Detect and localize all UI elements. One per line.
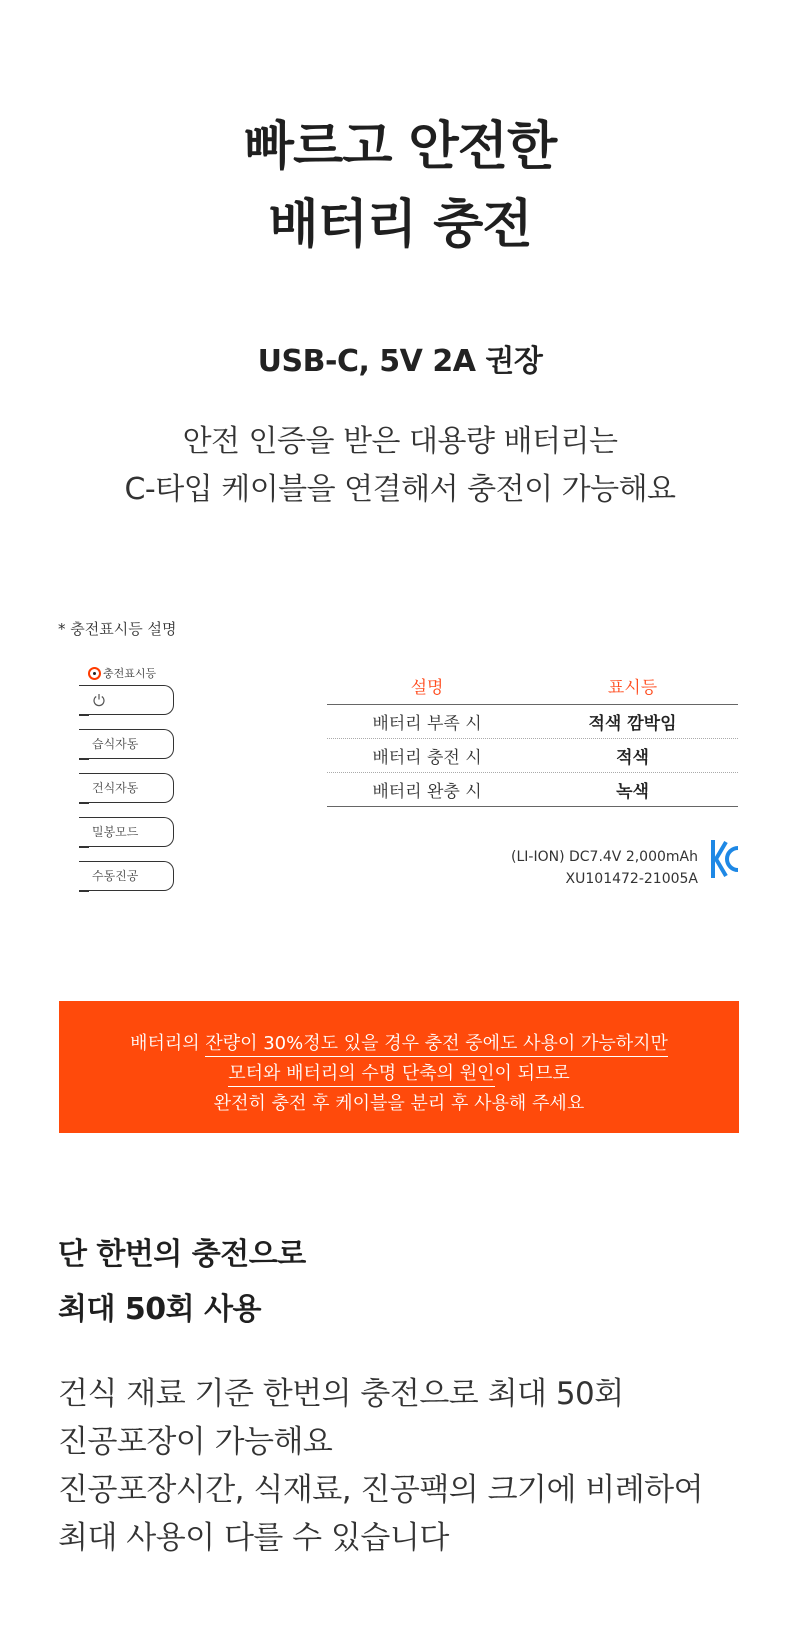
- section-heading: [58, 1227, 306, 1337]
- title-line-1: 빠르고 안전한: [243, 117, 557, 177]
- indicator-label-text: 충전표시등: [103, 667, 157, 680]
- page-title: [0, 108, 800, 264]
- charge-indicator-icon: [88, 667, 101, 680]
- section-heading-line-1: 단 한번의 충전으로: [58, 1237, 306, 1272]
- charge-indicator-label: [88, 665, 156, 681]
- device-button-manual-vacuum: 수동진공: [79, 861, 174, 891]
- row-desc: 배터리 부족 시: [372, 714, 482, 734]
- row-desc: 배터리 충전 시: [372, 748, 482, 768]
- power-icon: [92, 693, 106, 707]
- header-light: 표시등: [607, 678, 658, 698]
- banner-text: 배터리의: [130, 1033, 206, 1054]
- device-button-wet-auto: 습식자동: [79, 729, 174, 759]
- kc-mark-icon: [710, 838, 740, 880]
- title-line-2: 배터리 충전: [268, 195, 532, 255]
- section-heading-line-2: 최대 50회 사용: [58, 1292, 262, 1327]
- banner-underlined-text: 모터와 배터리의 수명 단축의 원인: [228, 1063, 494, 1087]
- table-header: [327, 667, 738, 705]
- device-power-button: [79, 685, 174, 715]
- body-line-4: 최대 사용이 다를 수 있습니다: [58, 1520, 449, 1556]
- device-button-dry-auto: 건식자동: [79, 773, 174, 803]
- battery-spec: [511, 846, 698, 890]
- banner-underlined-text: 잔량이 30%정도 있을 경우 충전 중에도 사용이 가능하지만: [205, 1033, 668, 1057]
- indicator-table: [327, 667, 738, 807]
- legend-caption: * 충전표시등 설명: [58, 620, 177, 638]
- banner-line-1: [59, 1029, 739, 1055]
- row-light: 녹색: [616, 782, 649, 802]
- banner-line-3: 완전히 충전 후 케이블을 분리 후 사용해 주세요: [213, 1093, 585, 1114]
- body-line-2: 진공포장이 가능해요: [58, 1424, 333, 1460]
- battery-spec-line-1: (LI-ION) DC7.4V 2,000mAh: [511, 849, 698, 865]
- intro-paragraph: [0, 418, 800, 514]
- table-row: [327, 705, 738, 739]
- row-light: 적색 깜박임: [588, 714, 677, 734]
- device-button-seal-mode: 밀봉모드: [79, 817, 174, 847]
- intro-line-1: 안전 인증을 받은 대용량 배터리는: [182, 424, 618, 459]
- body-line-1: 건식 재료 기준 한번의 충전으로 최대 50회: [58, 1376, 624, 1412]
- banner-text: 이 되므로: [494, 1063, 570, 1084]
- row-desc: 배터리 완충 시: [372, 782, 482, 802]
- intro-line-2: C-타입 케이블을 연결해서 충전이 가능해요: [124, 472, 676, 507]
- body-line-3: 진공포장시간, 식재료, 진공팩의 크기에 비례하여: [58, 1472, 704, 1508]
- table-row: [327, 739, 738, 773]
- header-desc: 설명: [410, 678, 444, 698]
- battery-model-number: XU101472-21005A: [565, 871, 698, 887]
- table-row: [327, 773, 738, 807]
- notice-banner: [59, 1001, 739, 1133]
- section-body: [58, 1370, 703, 1562]
- spec-heading: USB-C, 5V 2A 권장: [257, 344, 543, 379]
- banner-line-2: [59, 1059, 739, 1085]
- row-light: 적색: [616, 748, 649, 768]
